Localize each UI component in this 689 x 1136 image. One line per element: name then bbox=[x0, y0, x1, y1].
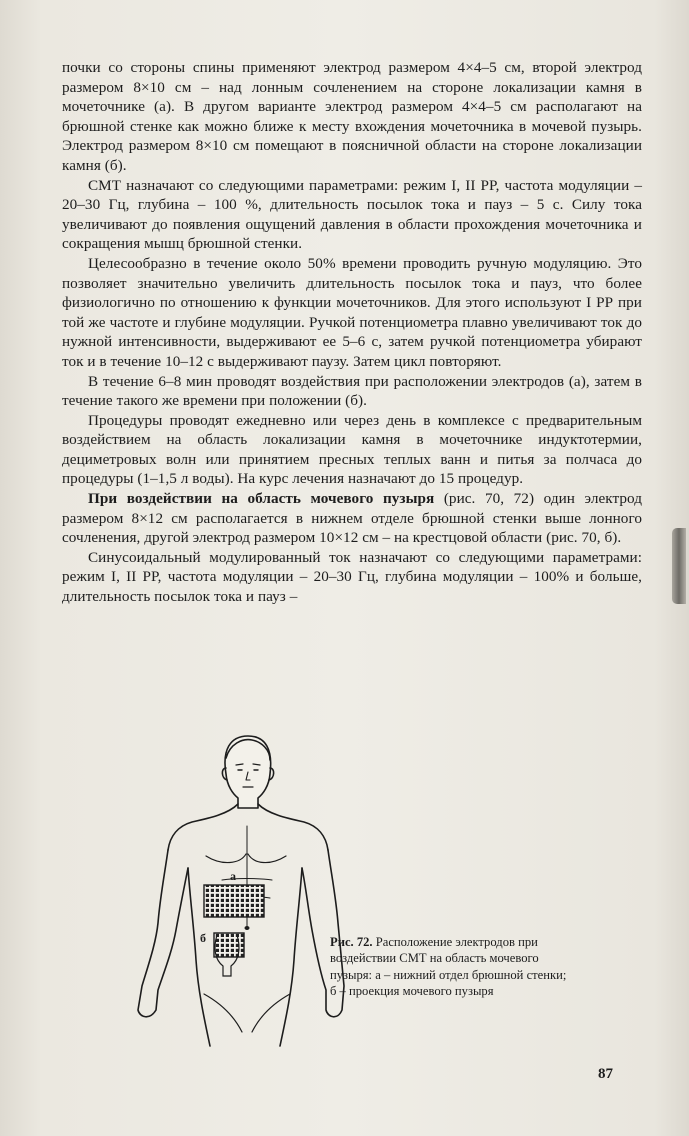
paragraph-bladder-parameters: Синусоидальный модулированный ток назначают со следующими параметрами: режим I, II РР, частота модуляции – 20–30 Гц, глубина модуляции – 100% и больше, длительность посылок тока и пауз – bbox=[62, 548, 642, 606]
paragraph-procedures: Процедуры проводят ежедневно или через день в комплексе с предварительным воздействием на область локализации камня в мочеточнике индуктотермии, дециметровых волн или принятием пресных теплых ванн и питья за полчаса до процедуры (1–1,5 л воды). На курс лечения назначают до 15 процедур. bbox=[62, 411, 642, 488]
figure-label-b: б bbox=[200, 931, 206, 945]
page-edge-tab bbox=[672, 528, 686, 604]
paragraph-kidney-electrodes: почки со стороны спины применяют электрод размером 4×4–5 см, второй электрод размером 8×10 см – над лонным сочленением на стороне локализации камня в мочеточнике (а). В другом варианте электрод размером 4×4–5 см располагают на брюшной стенке как можно ближе к месту вхождения мочеточника в мочевой пузырь. Электрод размером 8×10 см помещают в поясничной области на стороне локализации камня (б). bbox=[62, 59, 642, 174]
figure-caption bbox=[330, 934, 570, 1000]
paragraph-duration: В течение 6–8 мин проводят воздействия при расположении электродов (а), затем в течение такого же времени при положении (б). bbox=[62, 372, 642, 410]
caption-label: Рис. 72. bbox=[330, 935, 373, 949]
figure-label-a: а bbox=[230, 869, 236, 883]
paragraph-smt-parameters: СМТ назначают со следующими параметрами: режим I, II РР, частота модуляции – 20–30 Гц, глубина – 100 %, длительность посылок тока и пауз – 5 с. Силу тока увеличивают до появления ощущений давления в области прохождения мочеточника и сокращения мышц брюшной стенки. bbox=[62, 176, 642, 253]
bladder-heading: При воздействии на область мочевого пузыря bbox=[88, 490, 435, 508]
caption-text: Расположение электродов при воздействии СМТ на область мочевого пузыря: а – нижний отдел брюшной стенки; б – проекция мочевого пузыря bbox=[330, 935, 567, 999]
paragraph-bladder bbox=[62, 489, 642, 548]
bladder-text: (рис. 70, 72) один электрод размером 8×12 см располагается в нижнем отделе брюшной стенки выше лонного сочленения, другой электрод размером 10×12 см – на крестцовой области (рис. 70, б). bbox=[62, 490, 642, 547]
electrode-a bbox=[204, 885, 264, 917]
paragraph-manual-modulation: Целесообразно в течение около 50% времени проводить ручную модуляцию. Это позволяет значительно увеличить длительность посылок тока и пауз, что более физиологично по отношению к функции мочеточников. Для этого используют I РР при той же частоте и глубине модуляции. Ручкой потенциометра плавно увеличивают ток до нужной интенсивности, выдерживают ее 5–6 с, затем ручкой потенциометра убирают ток и в течение 10–12 с выдерживают паузу. Затем цикл повторяют. bbox=[62, 254, 642, 370]
page-number: 87 bbox=[598, 1066, 613, 1082]
body-text bbox=[62, 58, 642, 607]
figure-electrode-placement bbox=[130, 728, 350, 1058]
